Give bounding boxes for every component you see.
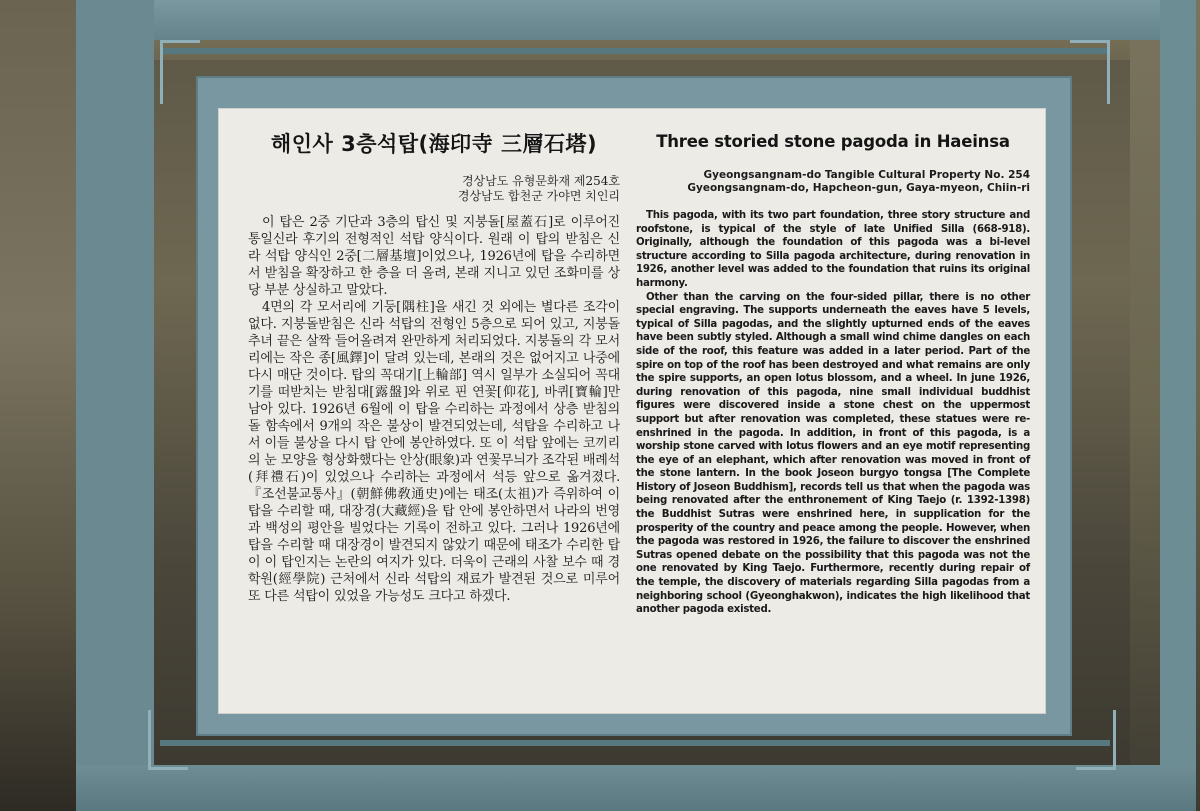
information-sign <box>218 108 1046 714</box>
english-location: Gyeongsangnam-do, Hapcheon-gun, Gaya-myeon, Chiin-ri <box>687 182 1030 194</box>
frame-rail-top <box>160 48 1110 54</box>
frame-lattice-top-right <box>1070 40 1110 104</box>
english-column <box>636 128 1030 617</box>
english-paragraph: Other than the carving on the four-sided pillar, there is no other special engraving. The supports underneath the eaves have 5 levels, typical of Silla pagodas, and the slightly upturned ends of the eaves have been subtly styled. Although a small wind chime dangles on each side of the roof, this feature was added in a later period. Part of the spire on top of the roof has been destroyed and what remains are only the spire supports, an open lotus blossom, and a wheel. In june 1926, during renovation of this pagoda, nine small individual buddhist figures were discovered inside a stone chest on the uppermost support but after renovation was completed, these statues were re-enshrined in the pagoda. In addition, in front of this pagoda, is a worship stone carved with lotus flowers and an eye motif representing the eye of an elephant, which after renovation was moved in front of the stone lantern. In the book Joseon burgyo tongsa [The Complete History of Joseon Buddhism], records tell us that when the pagoda was being renovated after the enthronement of King Taejo (r. 1392-1398) the Buddhist Sutras were enshrined here, in supplication for the prosperity of the country and peace among the people. However, when the pagoda was restored in 1926, the failure to discover the enshrined Sutras opened debate on the possibility that this pagoda was not the one renovated by King Taejo. Furthermore, recently during repair of the temple, the discovery of materials regarding Silla pagodas from a neighboring school (Gyeonghakwon), indicates the high likelihood that another pagoda existed. <box>636 291 1030 616</box>
korean-column <box>248 128 620 605</box>
korean-body <box>248 214 620 605</box>
frame-lattice-bottom-left <box>148 710 188 770</box>
korean-meta <box>248 174 620 204</box>
frame-bottom-bar <box>76 765 1196 811</box>
english-paragraph: This pagoda, with its two part foundation, three story structure and roofstone, is typical of the style of late Unified Silla (668-918). Originally, although the foundation of this pagoda was a bi-level structure according to Silla pagoda architecture, during renovation in 1926, another level was added to the foundation that ruins its original harmony. <box>636 210 1030 289</box>
english-meta <box>636 169 1030 195</box>
korean-paragraph: 이 탑은 2중 기단과 3층의 탑신 및 지붕돌[屋蓋石]로 이루어진 통일신라 후기의 전형적인 석탑 양식이다. 원래 이 탑의 받침은 신라 석탑 양식인 2중[二層基壇]이었으나, 1926년에 탑을 수리하면서 받침을 확장하고 한 층을 더 올려, 본래 지니고 있던 조화미를 상당 부분 상실하고 말았다. <box>248 215 620 298</box>
english-title: Three storied stone pagoda in Haeinsa <box>656 132 1010 151</box>
frame-rail-bottom <box>160 740 1110 746</box>
frame-lattice-bottom-right <box>1076 710 1116 770</box>
korean-title: 해인사 3층석탑(海印寺 三層石塔) <box>270 132 598 156</box>
korean-paragraph: 4면의 각 모서리에 기둥[隅柱]을 새긴 것 외에는 별다른 조각이 없다. 지붕돌받침은 신라 석탑의 전형인 5층으로 되어 있고, 지붕돌 추녀 끝은 살짝 들어올려져 완만하게 처리되었다. 지붕돌의 각 모서리에는 작은 종[風鐸]이 달려 있는데, 본래의 것은 없어지고 나중에 다시 매단 것이다. 탑의 꼭대기[上輪部] 역시 일부가 소실되어 꼭대기를 떠받치는 받침대[露盤]와 위로 핀 연꽃[仰花], 바퀴[寶輪]만 남아 있다. 1926년 6월에 이 탑을 수리하는 과정에서 상층 받침의 돌 함속에서 9개의 작은 불상이 발견되었는데, 석탑을 수리하고 나서 이들 불상을 다시 탑 안에 봉안하였다. 또 이 석탑 앞에는 코끼리의 눈 모양을 형상화했다는 안상(眼象)과 연꽃무늬가 조각된 배례석(拜禮石)이 있었으나 수리하는 과정에서 석등 앞으로 옮겨졌다. 『조선불교통사』(朝鮮佛敎通史)에는 태조(太祖)가 즉위하여 이 탑을 수리할 때, 대장경(大藏經)을 탑 안에 봉안하면서 나라의 번영과 백성의 평안을 빌었다는 기록이 전하고 있다. 그러나 1926년에 탑을 수리할 때 대장경이 발견되지 않았기 때문에 태조가 수리한 탑이 이 탑인지는 논란의 여지가 있다. 더욱이 근래의 사찰 보수 때 경학원(經學院) 근처에서 신라 석탑의 재료가 발견된 것으로 미루어 또 다른 석탑이 있었을 가능성도 크다고 하겠다. <box>248 300 620 604</box>
english-designation: Gyeongsangnam-do Tangible Cultural Property No. 254 <box>703 169 1030 181</box>
korean-location: 경상남도 합천군 가야면 치인리 <box>457 189 620 203</box>
frame-lattice-top-left <box>160 40 200 104</box>
english-body <box>636 209 1030 617</box>
korean-designation: 경상남도 유형문화재 제254호 <box>461 174 620 188</box>
